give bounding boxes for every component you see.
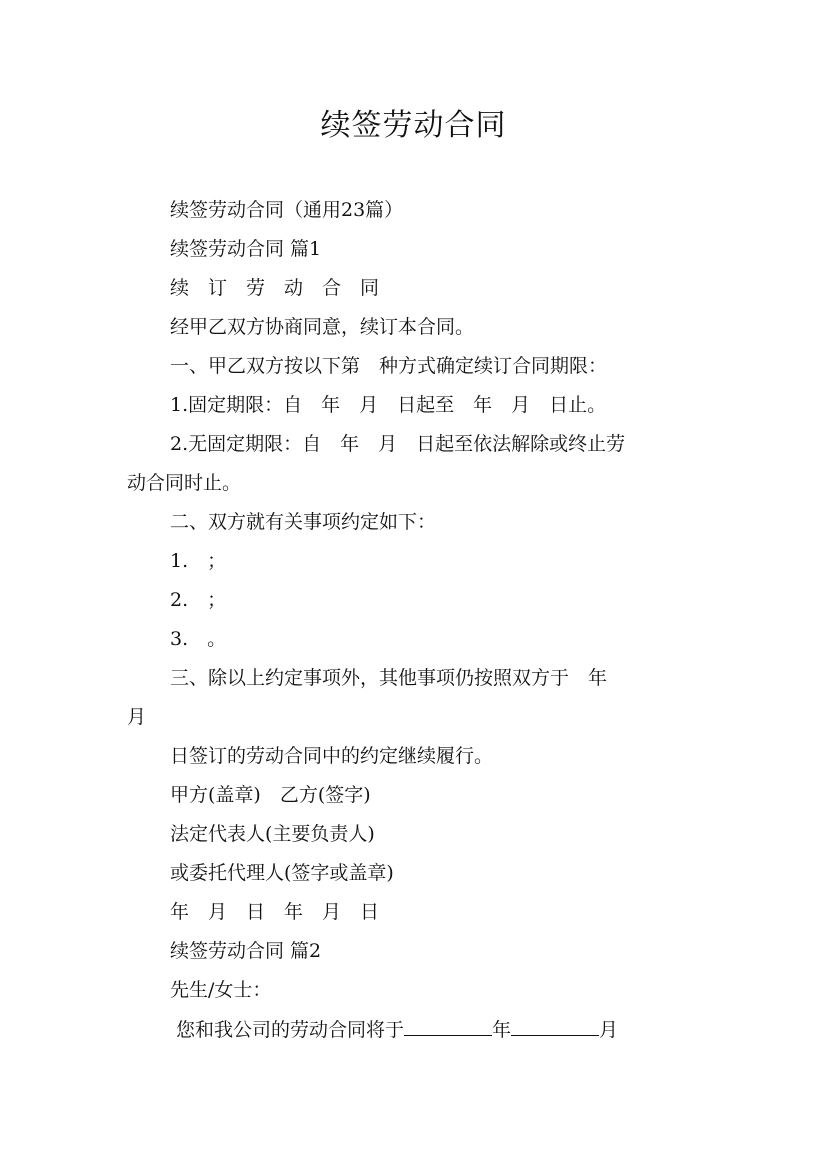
doc-line-11: 2. ；: [170, 589, 227, 611]
document-title: 续签劳动合同: [320, 108, 507, 143]
doc-line-10: 1. ；: [170, 550, 227, 572]
doc-line-22-after: 月: [599, 1019, 619, 1041]
doc-line-3: 续 订 劳 动 合 同: [170, 277, 380, 299]
doc-line-9: 二、双方就有关事项约定如下：: [170, 511, 437, 533]
doc-line-22-middle: 年: [492, 1019, 512, 1041]
doc-line-6: 1.固定期限：自 年 月 日起至 年 月 日止。: [170, 394, 607, 416]
doc-line-8: 动合同时止。: [127, 472, 242, 494]
doc-line-2: 续签劳动合同 篇1: [170, 238, 322, 260]
doc-line-17: 法定代表人(主要负责人): [170, 823, 375, 845]
fill-blank-year: [404, 1017, 492, 1036]
doc-line-4: 经甲乙双方协商同意，续订本合同。: [170, 316, 475, 338]
doc-line-7: 2.无固定期限：自 年 月 日起至依法解除或终止劳: [170, 433, 626, 455]
doc-line-16: 甲方(盖章) 乙方(签字): [170, 784, 371, 806]
doc-line-18: 或委托代理人(签字或盖章): [170, 862, 394, 884]
doc-line-19: 年 月 日 年 月 日: [170, 901, 380, 923]
fill-blank-month: [511, 1017, 599, 1036]
doc-line-1: 续签劳动合同（通用23篇）: [170, 199, 404, 221]
doc-line-13: 三、除以上约定事项外，其他事项仍按照双方于 年: [170, 667, 608, 689]
doc-line-22: [176, 1017, 618, 1042]
doc-line-21: 先生/女士：: [170, 979, 272, 1001]
doc-line-14: 月: [127, 706, 147, 728]
doc-line-15: 日签订的劳动合同中的约定继续履行。: [170, 745, 494, 767]
doc-line-22-before: 您和我公司的劳动合同将于: [176, 1019, 405, 1041]
doc-line-5: 一、甲乙双方按以下第 种方式确定续订合同期限：: [170, 355, 608, 377]
doc-line-12: 3. 。: [170, 628, 227, 650]
doc-line-20: 续签劳动合同 篇2: [170, 940, 322, 962]
